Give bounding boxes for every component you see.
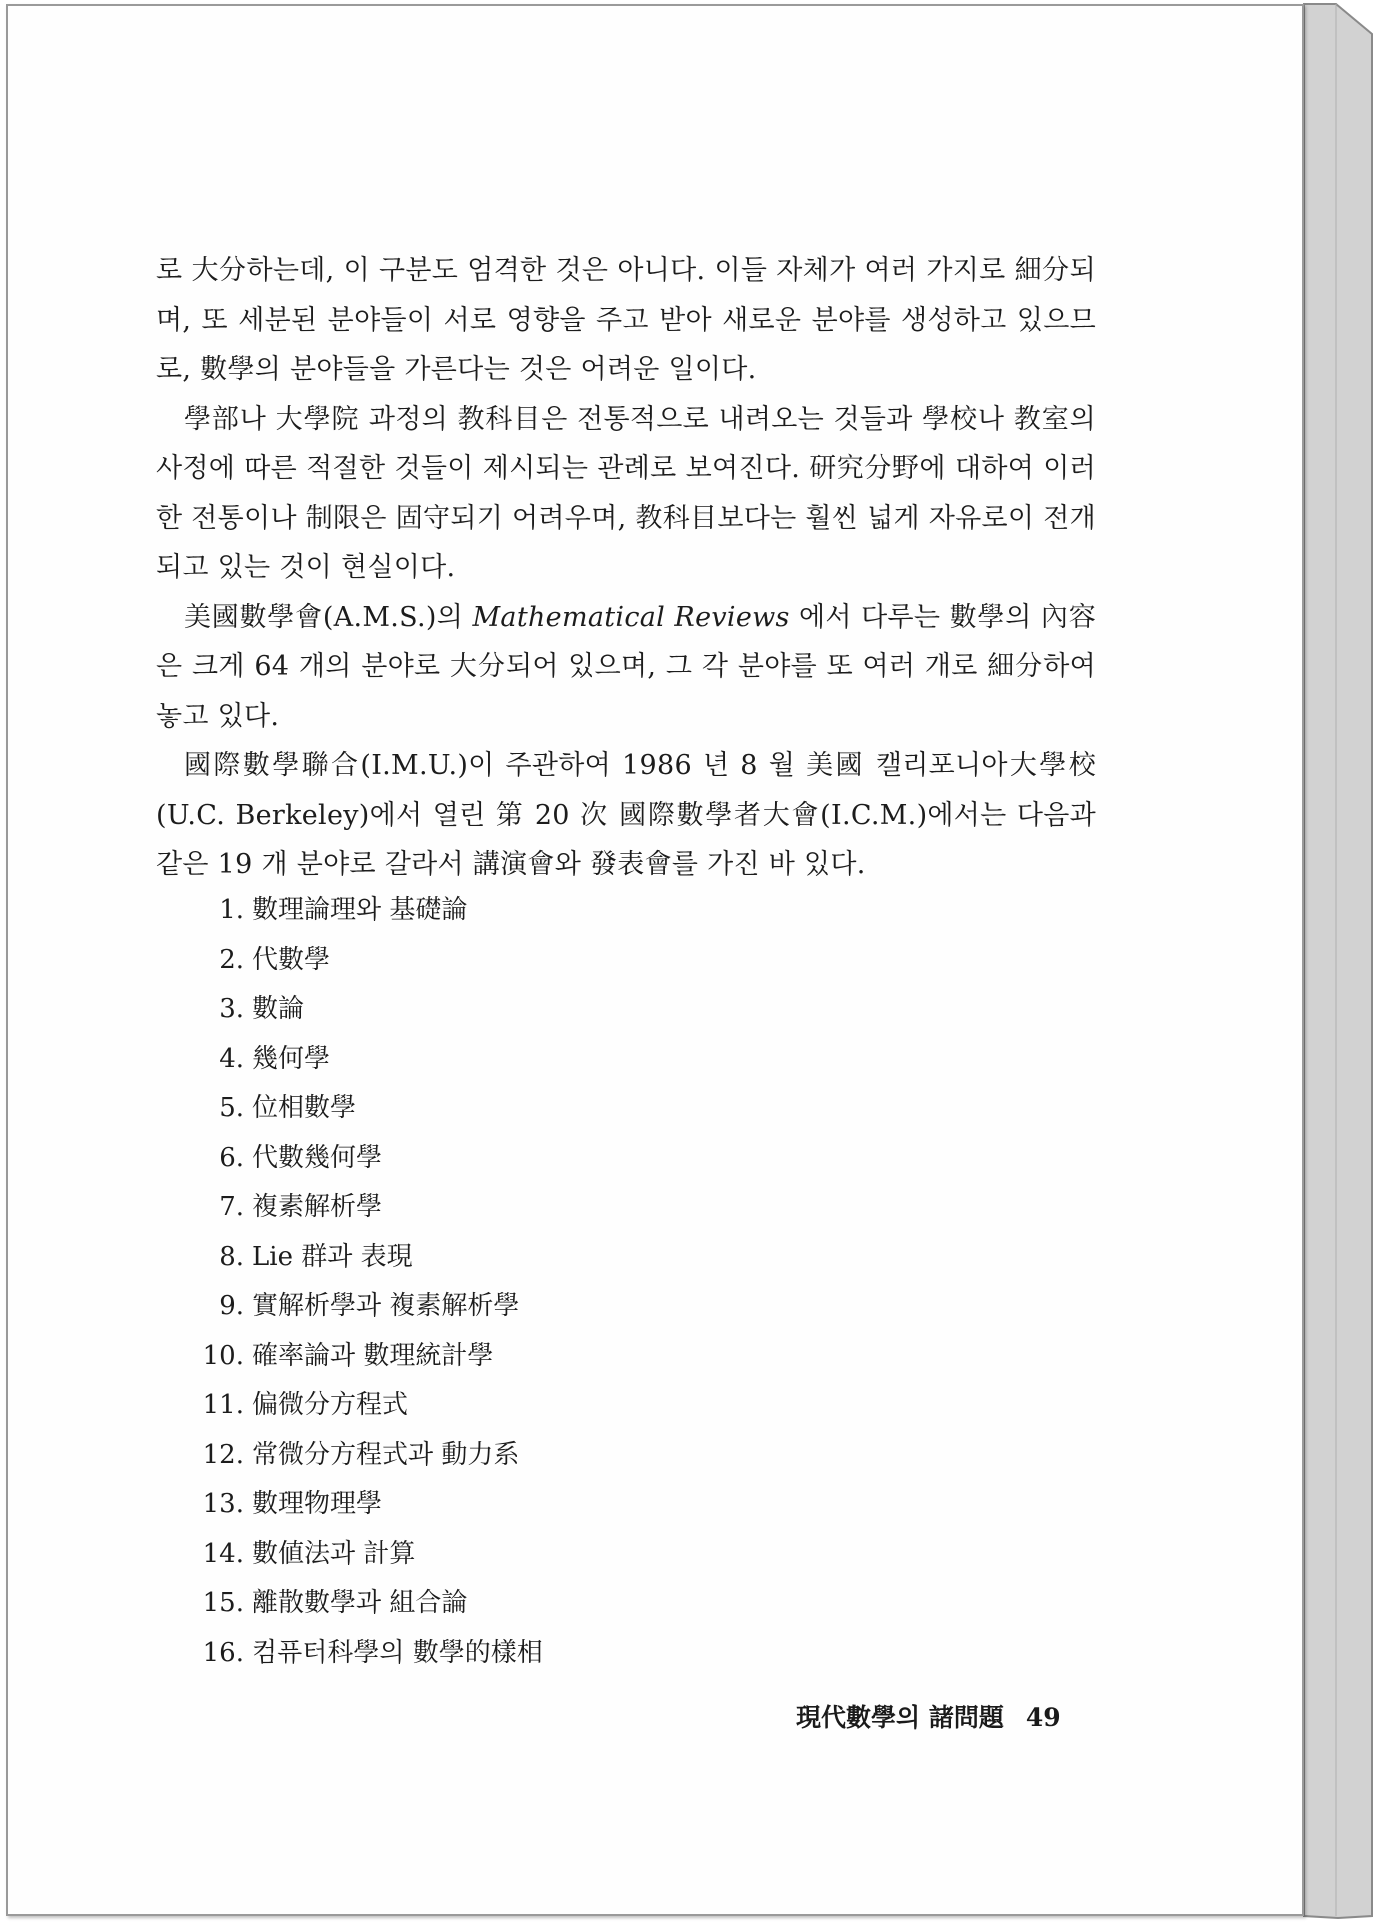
paragraph-3	[156, 593, 1096, 742]
paragraph-3-lead: 美國數學會(A.M.S.)의	[184, 601, 473, 633]
list-item-text: 幾何學	[252, 1043, 331, 1074]
list-item-text: 數値法과 計算	[252, 1538, 416, 1569]
list-item-text: 偏微分方程式	[252, 1390, 409, 1420]
list-item	[198, 1035, 543, 1085]
list-item-text: 常微分方程式과 動力系	[252, 1439, 520, 1470]
list-item-number: 14.	[202, 1538, 244, 1569]
list-item-number: 10.	[202, 1340, 244, 1371]
paragraph-4: 國際數學聯合(I.M.U.)이 주관하여 1986 년 8 월 美國 캘리포니아大學校 (U.C. Berkeley)에서 열린 第 20 次 國際數學者大會(I.C.M.)에서는 다음과 같은 19 개 분야로 갈라서 講演會와 發表會를 가진 바 있다.	[156, 750, 1096, 880]
list-item-number: 1.	[219, 895, 244, 925]
list-item-number: 5.	[219, 1093, 244, 1123]
list-item-number: 11.	[202, 1390, 244, 1420]
book-page	[6, 4, 1304, 1916]
list-item-number: 15.	[202, 1588, 244, 1618]
list-item	[198, 1381, 543, 1431]
list-item-number: 7.	[219, 1192, 244, 1222]
list-item	[198, 1084, 543, 1134]
paragraph-3-rest: 에서 다루는 數學의 內容은 크게 64 개의 분야로 大分되어 있으며, 그 각 분야를 또 여러 개로 細分하여 놓고 있다.	[156, 601, 1096, 732]
list-item	[198, 936, 543, 986]
list-item-number: 6.	[219, 1142, 244, 1173]
list-item-text: 數理論理와 基礎論	[252, 895, 468, 925]
journal-title: Mathematical Reviews	[472, 601, 790, 633]
list-item-number: 3.	[219, 994, 244, 1024]
running-title: 現代數學의 諸問題	[796, 1703, 1004, 1732]
list-item	[198, 1480, 543, 1530]
list-item-text: 代數幾何學	[252, 1142, 383, 1173]
list-item-text: 複素解析學	[252, 1192, 383, 1222]
list-item-text: Lie 群과 表現	[252, 1241, 413, 1272]
list-item-number: 13.	[202, 1489, 244, 1519]
page-number: 49	[1025, 1703, 1061, 1732]
list-item	[198, 1282, 543, 1332]
list-item	[198, 1579, 543, 1629]
list-item	[198, 985, 543, 1035]
list-item-text: 數理物理學	[252, 1489, 383, 1519]
list-item-text: 離散數學과 組合論	[252, 1588, 468, 1618]
list-item-number: 12.	[202, 1439, 244, 1470]
list-item-number: 4.	[219, 1043, 244, 1074]
page-footer	[796, 1698, 1061, 1734]
list-item	[198, 1530, 543, 1580]
paragraph-1: 로 大分하는데, 이 구분도 엄격한 것은 아니다. 이들 자체가 여러 가지로 細分되며, 또 세분된 분야들이 서로 영향을 주고 받아 새로운 분야를 생성하고 있으므로, 數學의 분야들을 가른다는 것은 어려운 일이다.	[156, 255, 1096, 385]
list-item-number: 8.	[219, 1241, 244, 1272]
list-item	[198, 1332, 543, 1382]
list-item-number: 9.	[219, 1291, 244, 1321]
list-item	[198, 1134, 543, 1184]
list-item	[198, 886, 543, 936]
list-item-number: 2.	[219, 944, 244, 975]
list-item	[198, 1629, 543, 1679]
paragraph-2: 學部나 大學院 과정의 教科目은 전통적으로 내려오는 것들과 學校나 教室의 사정에 따른 적절한 것들이 제시되는 관례로 보여진다. 研究分野에 대하여 이러한 전통이나 制限은 固守되기 어려우며, 教科目보다는 훨씬 넓게 자유로이 전개되고 있는 것이 현실이다.	[156, 403, 1096, 583]
list-item-text: 컴퓨터科學의 數學的樣相	[252, 1637, 543, 1668]
list-item	[198, 1233, 543, 1283]
list-item	[198, 1431, 543, 1481]
list-item	[198, 1183, 543, 1233]
list-item-text: 確率論과 數理統計學	[252, 1340, 494, 1371]
list-item-number: 16.	[202, 1637, 244, 1668]
icm-section-list	[198, 886, 543, 1678]
list-item-text: 數論	[252, 994, 305, 1024]
list-item-text: 代數學	[252, 944, 331, 975]
list-item-text: 位相數學	[252, 1093, 357, 1123]
page-body	[156, 246, 1096, 890]
list-item-text: 實解析學과 複素解析學	[252, 1291, 520, 1321]
